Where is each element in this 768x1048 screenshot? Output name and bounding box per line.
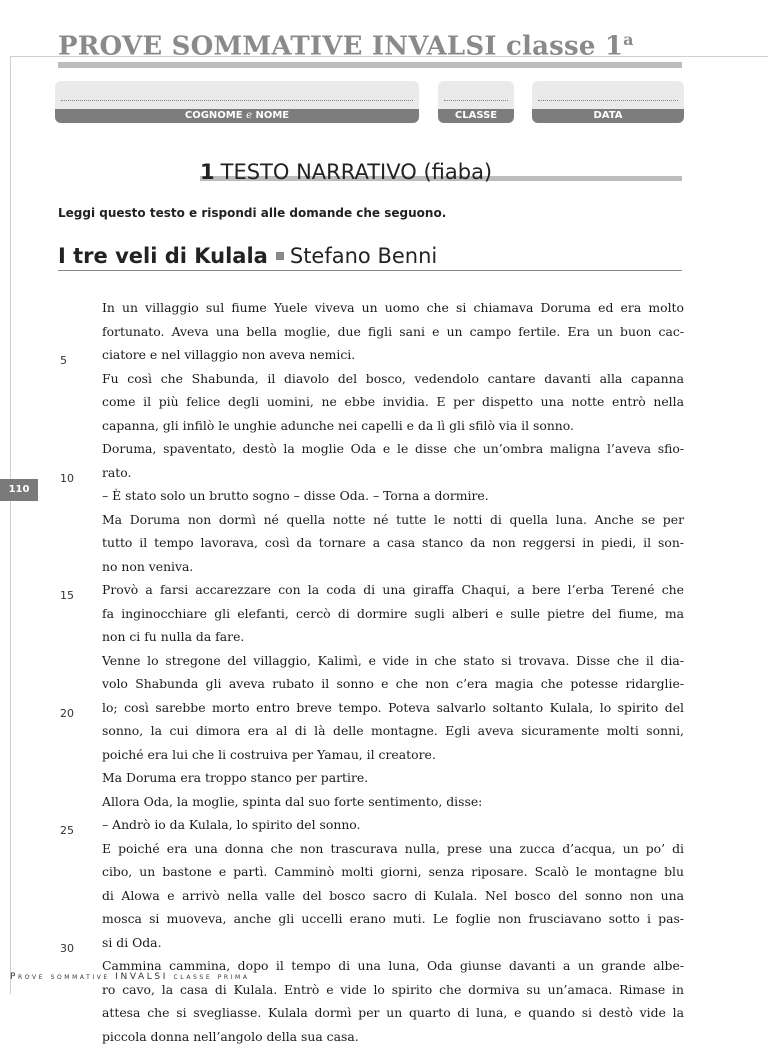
line-number: 5: [60, 354, 67, 367]
instructions-text: Leggi questo testo e rispondi alle domande che seguono.: [58, 206, 446, 220]
story-line: Cammina cammina, dopo il tempo di una luna, Oda giunse davanti a un grande albe-: [102, 954, 684, 978]
story-line: capanna, gli infilò le unghie adunche nei capelli e da lì gli sfilò via il sonno.: [102, 414, 684, 438]
page-number-badge: 110: [0, 479, 38, 501]
story-line: attesa che si svegliasse. Kulala dormì per un quarto di luna, e quando si destò vide la: [102, 1001, 684, 1025]
story-line: di Alowa e arrivò nella valle del bosco sacro di Kulala. Nel bosco del sonno non una: [102, 884, 684, 908]
story-line: Fu così che Shabunda, il diavolo del bosco, vedendolo cantare davanti alla capanna: [102, 367, 684, 391]
story-line: come il più felice degli uomini, ne ebbe invidia. E per dispetto una notte entrò nella: [102, 390, 684, 414]
story-line: Ma Doruma era troppo stanco per partire.: [102, 766, 684, 790]
footer-text: Prove sommative INVALSI classe prima: [10, 972, 250, 982]
story-line: Venne lo stregone del villaggio, Kalimì, e vide in che stato si trovava. Disse che il dia-: [102, 649, 684, 673]
line-number: 20: [60, 707, 74, 720]
left-border-rule: [10, 56, 11, 994]
class-field-label: CLASSE: [438, 109, 514, 123]
date-field-label: DATA: [532, 109, 684, 123]
page-footer: [10, 972, 250, 982]
section-title: 1 TESTO NARRATIVO (fiaba): [200, 160, 492, 184]
story-line: non ci fu nulla da fare.: [102, 625, 684, 649]
story-line: In un villaggio sul fiume Yuele viveva un uomo che si chiamava Doruma ed era molto: [102, 296, 684, 320]
story-line: Allora Oda, la moglie, spinta dal suo forte sentimento, disse:: [102, 790, 684, 814]
line-number: 10: [60, 472, 74, 485]
story-line: ciatore e nel villaggio non aveva nemici.: [102, 343, 684, 367]
line-number: 15: [60, 589, 74, 602]
story-line: – È stato solo un brutto sogno – disse Oda. – Torna a dormire.: [102, 484, 684, 508]
header-underline: [58, 62, 682, 68]
story-line: fortunato. Aveva una bella moglie, due figli sani e un campo fertile. Era un buon cac-: [102, 320, 684, 344]
story-line: no non veniva.: [102, 555, 684, 579]
story-body: [102, 296, 684, 1048]
class-field-dotted-line: [444, 100, 508, 101]
section-number: 1: [200, 160, 215, 184]
story-line: rato.: [102, 461, 684, 485]
page-header-title: PROVE SOMMATIVE INVALSI classe 1$^a$: [58, 30, 634, 62]
story-line: ro cavo, la casa di Kulala. Entrò e vide lo spirito che dormiva su un’amaca. Rimase in: [102, 978, 684, 1002]
name-field-dotted-line: [61, 100, 413, 101]
story-line: Provò a farsi accarezzare con la coda di una giraffa Chaqui, a bere l’erba Terené che: [102, 578, 684, 602]
story-line: Ma Doruma non dormì né quella notte né tutte le notti di quella luna. Anche se per: [102, 508, 684, 532]
story-heading: [58, 244, 437, 268]
story-line: volo Shabunda gli aveva rubato il sonno e che non c’era magia che potesse ridarglie-: [102, 672, 684, 696]
story-line: fa inginocchiare gli elefanti, cercò di dormire sugli alberi e sulle pietre del fiume, ma: [102, 602, 684, 626]
line-number: 30: [60, 942, 74, 955]
story-line: poiché era lui che li costruiva per Yamau, il creatore.: [102, 743, 684, 767]
story-line: si di Oda.: [102, 931, 684, 955]
name-field-label: COGNOME e NOME: [55, 109, 419, 123]
story-title: I tre veli di Kulala: [58, 244, 268, 268]
story-heading-rule: [58, 270, 682, 271]
story-line: Doruma, spaventato, destò la moglie Oda e le disse che un’ombra maligna l’aveva sfio-: [102, 437, 684, 461]
story-line: tutto il tempo lavorava, così da tornare a casa stanco da non reggersi in piedi, il son-: [102, 531, 684, 555]
story-line: sonno, la cui dimora era al di là delle montagne. Egli aveva sicuramente molti sonni,: [102, 719, 684, 743]
story-author: Stefano Benni: [290, 244, 437, 268]
date-field[interactable]: [532, 81, 684, 123]
story-line: mosca si muoveva, anche gli uccelli erano muti. Le foglie non frusciavano sotto i pas-: [102, 907, 684, 931]
class-field[interactable]: [438, 81, 514, 123]
name-field[interactable]: [55, 81, 419, 123]
title-separator-square: [276, 252, 284, 260]
story-line: E poiché era una donna che non trascurava nulla, prese una zucca d’acqua, un po’ di: [102, 837, 684, 861]
story-line: cibo, un bastone e partì. Camminò molti giorni, senza riposare. Scalò le montagne blu: [102, 860, 684, 884]
story-line: – Andrò io da Kulala, lo spirito del sonno.: [102, 813, 684, 837]
story-line: piccola donna nell’angolo della sua casa.: [102, 1025, 684, 1048]
story-line: lo; così sarebbe morto entro breve tempo. Poteva salvarlo soltanto Kulala, lo spirito del: [102, 696, 684, 720]
date-field-dotted-line: [538, 100, 678, 101]
line-number: 25: [60, 824, 74, 837]
